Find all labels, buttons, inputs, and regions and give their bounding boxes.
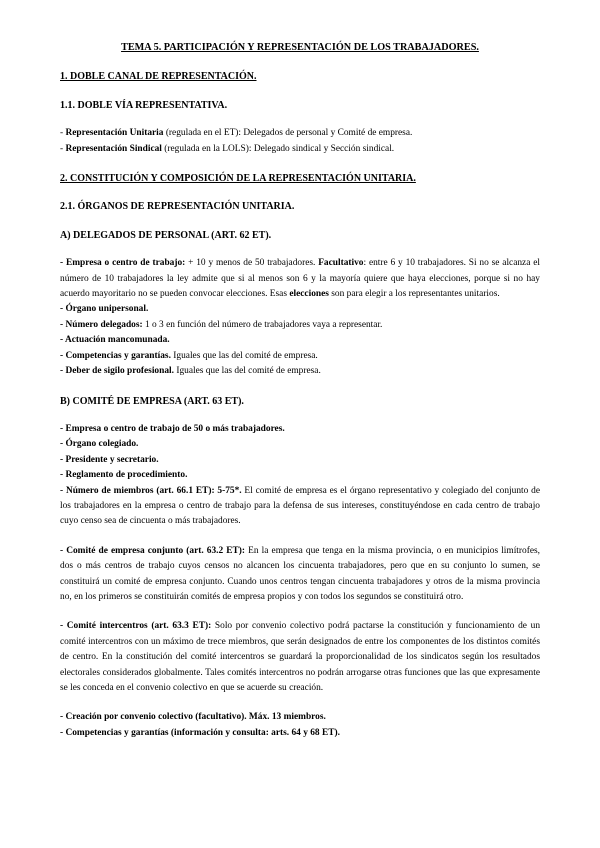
list-item: - Representación Sindical (regulada en la LOLS): Delegado sindical y Sección sindical. xyxy=(60,143,395,154)
list-item: - Órgano colegiado. xyxy=(60,439,139,450)
section-2-heading: 2. CONSTITUCIÓN Y COMPOSICIÓN DE LA REPRESENTACIÓN UNITARIA. xyxy=(60,173,416,185)
document-title: TEMA 5. PARTICIPACIÓN Y REPRESENTACIÓN DE LOS TRABAJADORES. xyxy=(121,42,479,53)
subsection-b-heading: B) COMITÉ DE EMPRESA (ART. 63 ET). xyxy=(60,395,244,407)
list-item: - Deber de sigilo profesional. Iguales que las del comité de empresa. xyxy=(60,366,321,377)
list-item: - Número delegados: 1 o 3 en función del número de trabajadores vaya a representar. xyxy=(60,319,383,330)
subsection-a-heading: A) DELEGADOS DE PERSONAL (ART. 62 ET). xyxy=(60,229,272,241)
list-item: - Actuación mancomunada. xyxy=(60,335,170,346)
paragraph: - Comité de empresa conjunto (art. 63.2 ET): En la empresa que tenga en la misma provincia, o en municipios limítrofes, dos o más centros de trabajo cuyos censos no alcancen los cincuenta trabajadores, pero que en su conjunto lo sumen, se constituirá un comité de empresa conjunto. Cuando unos centros tengan cincuenta trabajadores y otros de la misma provincia no, en los primeros se constituirán comités de empresa propios y con todos los segundos se constituirá otro. xyxy=(60,545,541,602)
list-item: - Órgano unipersonal. xyxy=(60,304,149,315)
section-1-heading: 1. DOBLE CANAL DE REPRESENTACIÓN. xyxy=(60,71,257,83)
list-item: - Reglamento de procedimiento. xyxy=(60,470,188,481)
list-item: - Competencias y garantías (información y consulta: arts. 64 y 68 ET). xyxy=(60,727,340,738)
paragraph: - Número de miembros (art. 66.1 ET): 5-75*. El comité de empresa es el órgano representativo y colegiado del conjunto de los trabajadores en la empresa o centro de trabajo para la defensa de sus intereses, constituyéndose en cada centro de trabajo cuyo censo sea de cincuenta o más trabajadores. xyxy=(60,485,540,527)
section-2-1-heading: 2.1. ÓRGANOS DE REPRESENTACIÓN UNITARIA. xyxy=(60,201,295,213)
paragraph: - Comité intercentros (art. 63.3 ET): Solo por convenio colectivo podrá pactarse la constitución y funcionamiento de un comité intercentros con un máximo de trece miembros, que serán designados de entre los componentes de los distintos comités de centro. En la constitución del comité intercentros se guardará la proporcionalidad de los sindicatos según los resultados electorales considerados globalmente. Tales comités intercentros no podrán arrogarse otras funciones que las que expresamente se les conceda en el convenio colectivo en que se acuerde su creación. xyxy=(60,621,541,693)
list-item: - Competencias y garantías. Iguales que las del comité de empresa. xyxy=(60,350,318,361)
list-item: - Creación por convenio colectivo (facultativo). Máx. 13 miembros. xyxy=(60,712,326,723)
list-item: - Empresa o centro de trabajo de 50 o más trabajadores. xyxy=(60,423,285,434)
paragraph: - Empresa o centro de trabajo: + 10 y menos de 50 trabajadores. Facultativo: entre 6 y 10 trabajadores. Si no se alcanza el número de 10 trabajadores la ley admite que si al menos son 6 y la mayoría quiere que haya elecciones, porque si no hay acuerdo mayoritario no se pueden convocar elecciones. Esas elecciones son para elegir a los representantes unitarios. xyxy=(60,258,540,300)
document-page xyxy=(60,40,540,741)
section-1-1-heading: 1.1. DOBLE VÍA REPRESENTATIVA. xyxy=(60,99,228,111)
list-item: - Representación Unitaria (regulada en el ET): Delegados de personal y Comité de empresa. xyxy=(60,128,413,139)
list-item: - Presidente y secretario. xyxy=(60,454,159,465)
